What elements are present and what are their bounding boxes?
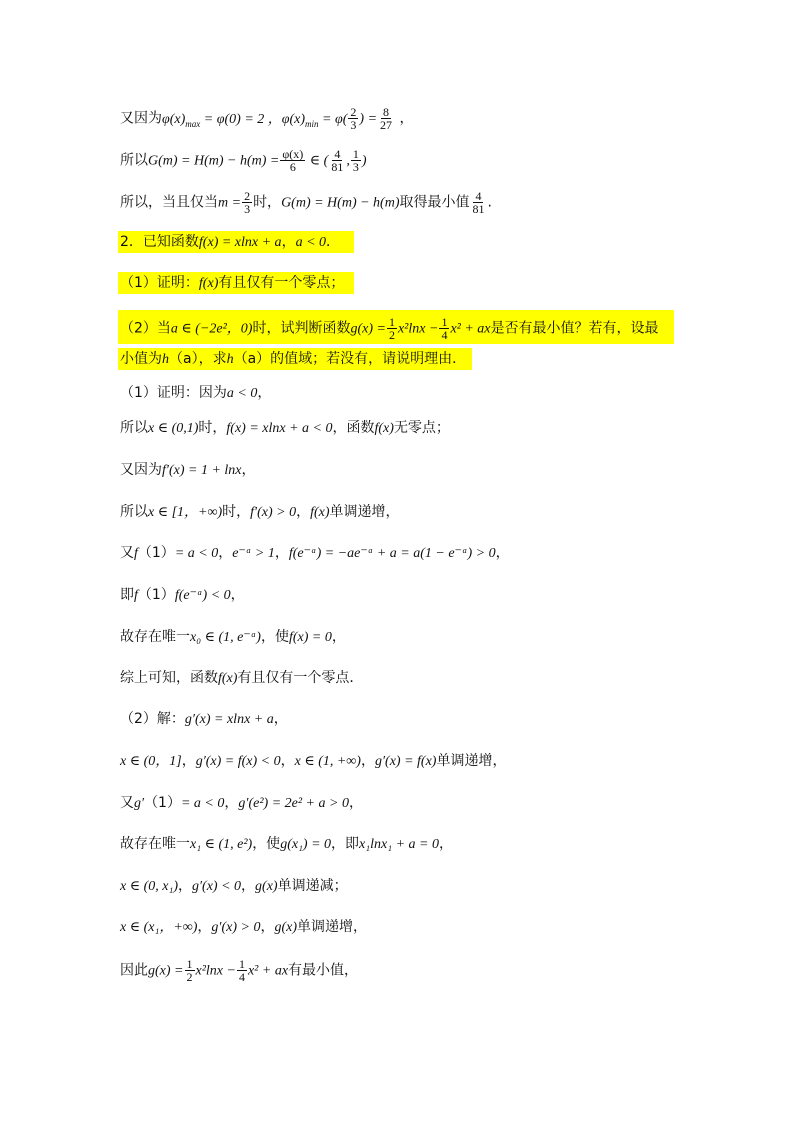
problem-2-part-1: （1）证明：f(x)有且仅有一个零点； [120,275,345,291]
frac-phi-6: $\frac{\varphi(x)}{6}$ [282,147,304,174]
solution-line-5: 又f（1）= a < 0，e⁻ᵃ > 1，f(e⁻ᵃ) = −ae⁻ᵃ + a = a(1 − e⁻ᵃ) > 0， [120,545,510,561]
line-G-range: 所以G(m) = H(m) − h(m) = $\frac{\varphi(x)}{6}$ ∈ ( $\frac{4}{81}$ , $\frac{1}{3}$ ) [120,147,367,174]
solution-line-12: 故存在唯一x₁ ∈ (1, e²)，使g(x₁) = 0，即x₁lnx₁ + a = 0， [120,836,453,852]
line-phi-max-min: 又因为$\varphi(x)_{max} = \varphi(0) = 2$ ，$\varphi(x)_{min} = \varphi$( $\frac{2}{3}$ ) = $\frac{8}{27}$ ， [120,105,414,132]
solution-line-9: （2）解：g′(x) = xlnx + a， [120,711,288,727]
solution-line-2: 所以x ∈ (0,1)时，f(x) = xlnx + a < 0，函数f(x)无零点； [120,420,450,436]
solution-line-1: （1）证明：因为a < 0， [120,385,272,401]
solution-line-14: x ∈ (x₁，+∞)，g′(x) > 0，g(x)单调递增， [120,919,368,935]
solution-line-13: x ∈ (0, x₁)，g′(x) < 0，g(x)单调递减； [120,878,348,894]
solution-line-7: 故存在唯一x₀ ∈ (1, e⁻ᵃ)，使f(x) = 0， [120,629,346,645]
solution-line-11: 又g′（1）= a < 0，g′(e²) = 2e² + a > 0， [120,795,363,811]
solution-line-15: 因此g(x) = $\frac{1}{2}$ x²lnx − $\frac{1}{4}$ x² + ax有最小值， [120,957,359,984]
solution-line-8: 综上可知，函数f(x)有且仅有一个零点． [120,670,364,686]
frac-2-3: $\frac{2}{3}$ [350,105,357,132]
line-minimum-G: 所以，当且仅当m = $\frac{2}{3}$ 时，G(m) = H(m) − h(m)取得最小值 $\frac{4}{81}$ . [120,189,492,216]
solution-line-6: 即f（1）f(e⁻ᵃ) < 0， [120,587,245,603]
problem-2-part-2: （2）当a ∈ (−2e²，0)时，试判断函数g(x) = $\frac{1}{2}$ x²lnx − $\frac{1}{4}$ x² + ax是否有最小值？若有，设最 [120,315,659,342]
frac-8-27: $\frac{8}{27}$ [380,105,393,132]
solution-line-4: 所以x ∈ [1，+∞)时，f′(x) > 0，f(x)单调递增， [120,504,400,520]
solution-line-10: x ∈ (0，1]，g′(x) = f(x) < 0，x ∈ (1, +∞)，g′(x) = f(x)单调递增， [120,753,507,769]
solution-line-3: 又因为f′(x) = 1 + lnx， [120,462,256,478]
problem-2-statement: 2．已知函数f(x) = xlnx + a，a < 0． [120,234,341,250]
problem-2-part-2-cont: 小值为h（a），求h（a）的值域；若没有，请说明理由． [120,351,467,367]
